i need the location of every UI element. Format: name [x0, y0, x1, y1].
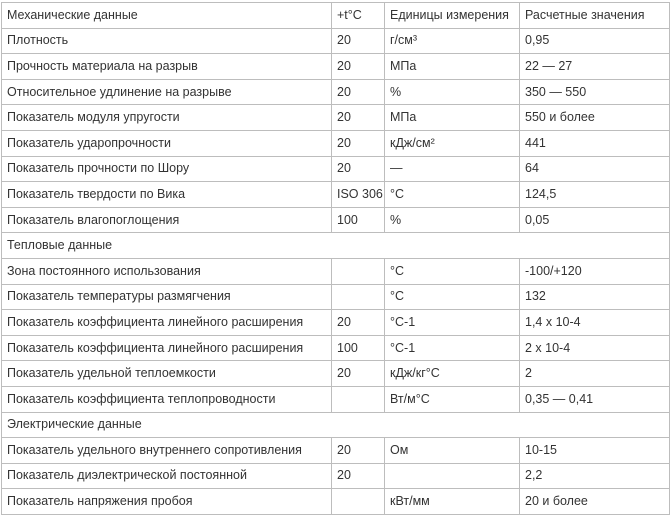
properties-table-container: [1, 2, 669, 515]
property-name-cell: Показатель удельной теплоемкости: [2, 361, 332, 387]
property-name-cell: Показатель коэффициента линейного расширения: [2, 310, 332, 336]
value-cell: 20 и более: [520, 489, 670, 515]
value-cell: 2 х 10-4: [520, 335, 670, 361]
table-row: [2, 335, 670, 361]
header-unit-cell: Единицы измерения: [385, 3, 520, 29]
property-name-cell: Прочность материала на разрыв: [2, 54, 332, 80]
property-name-cell: Показатель твердости по Вика: [2, 182, 332, 208]
property-name-cell: Зона постоянного использования: [2, 258, 332, 284]
unit-cell: %: [385, 207, 520, 233]
temperature-cell: 20: [332, 54, 385, 80]
unit-cell: °C-1: [385, 310, 520, 336]
temperature-cell: 20: [332, 28, 385, 54]
value-cell: 0,35 — 0,41: [520, 386, 670, 412]
property-name-cell: Показатель диэлектрической постоянной: [2, 463, 332, 489]
unit-cell: °C-1: [385, 335, 520, 361]
header-value-cell: Расчетные значения: [520, 3, 670, 29]
property-name-cell: Показатель модуля упругости: [2, 105, 332, 131]
value-cell: 22 — 27: [520, 54, 670, 80]
table-row: [2, 258, 670, 284]
property-name-cell: Показатель коэффициента линейного расширения: [2, 335, 332, 361]
temperature-cell: [332, 258, 385, 284]
header-temp-cell: +t°C: [332, 3, 385, 29]
table-body: [2, 3, 670, 515]
unit-cell: Ом: [385, 438, 520, 464]
table-row: [2, 54, 670, 80]
unit-cell: [385, 463, 520, 489]
temperature-cell: [332, 284, 385, 310]
property-name-cell: Плотность: [2, 28, 332, 54]
table-header-row: [2, 3, 670, 29]
table-row: [2, 79, 670, 105]
temperature-cell: 20: [332, 438, 385, 464]
temperature-cell: [332, 386, 385, 412]
section-title: Электрические данные: [2, 412, 670, 438]
unit-cell: %: [385, 79, 520, 105]
section-header-row: [2, 233, 670, 259]
temperature-cell: 100: [332, 335, 385, 361]
unit-cell: кДж/см²: [385, 130, 520, 156]
value-cell: 0,05: [520, 207, 670, 233]
value-cell: 10-15: [520, 438, 670, 464]
property-name-cell: Показатель коэффициента теплопроводности: [2, 386, 332, 412]
value-cell: 550 и более: [520, 105, 670, 131]
property-name-cell: Показатель влагопоглощения: [2, 207, 332, 233]
temperature-cell: 20: [332, 105, 385, 131]
value-cell: 132: [520, 284, 670, 310]
property-name-cell: Показатель температуры размягчения: [2, 284, 332, 310]
temperature-cell: 20: [332, 310, 385, 336]
unit-cell: °C: [385, 182, 520, 208]
table-row: [2, 28, 670, 54]
property-name-cell: Показатель напряжения пробоя: [2, 489, 332, 515]
value-cell: 350 — 550: [520, 79, 670, 105]
unit-cell: °C: [385, 258, 520, 284]
value-cell: 2,2: [520, 463, 670, 489]
table-row: [2, 361, 670, 387]
section-title: Тепловые данные: [2, 233, 670, 259]
temperature-cell: 20: [332, 156, 385, 182]
temperature-cell: 20: [332, 463, 385, 489]
property-name-cell: Показатель прочности по Шору: [2, 156, 332, 182]
temperature-cell: ISO 306: [332, 182, 385, 208]
section-header-row: [2, 412, 670, 438]
table-row: [2, 207, 670, 233]
unit-cell: МПа: [385, 105, 520, 131]
value-cell: 1,4 х 10-4: [520, 310, 670, 336]
unit-cell: МПа: [385, 54, 520, 80]
unit-cell: кДж/кг°C: [385, 361, 520, 387]
unit-cell: °C: [385, 284, 520, 310]
temperature-cell: 100: [332, 207, 385, 233]
temperature-cell: 20: [332, 79, 385, 105]
table-row: [2, 386, 670, 412]
table-row: [2, 130, 670, 156]
value-cell: 124,5: [520, 182, 670, 208]
property-name-cell: Показатель ударопрочности: [2, 130, 332, 156]
unit-cell: —: [385, 156, 520, 182]
value-cell: 64: [520, 156, 670, 182]
value-cell: -100/+120: [520, 258, 670, 284]
table-row: [2, 105, 670, 131]
unit-cell: Вт/м°C: [385, 386, 520, 412]
property-name-cell: Показатель удельного внутреннего сопротивления: [2, 438, 332, 464]
table-row: [2, 284, 670, 310]
table-row: [2, 489, 670, 515]
table-row: [2, 310, 670, 336]
table-row: [2, 182, 670, 208]
temperature-cell: [332, 489, 385, 515]
temperature-cell: 20: [332, 130, 385, 156]
property-name-cell: Относительное удлинение на разрыве: [2, 79, 332, 105]
properties-table: [1, 2, 670, 515]
value-cell: 0,95: [520, 28, 670, 54]
unit-cell: кВт/мм: [385, 489, 520, 515]
table-row: [2, 438, 670, 464]
table-row: [2, 463, 670, 489]
table-row: [2, 156, 670, 182]
value-cell: 441: [520, 130, 670, 156]
header-name-cell: Механические данные: [2, 3, 332, 29]
unit-cell: г/см³: [385, 28, 520, 54]
temperature-cell: 20: [332, 361, 385, 387]
value-cell: 2: [520, 361, 670, 387]
